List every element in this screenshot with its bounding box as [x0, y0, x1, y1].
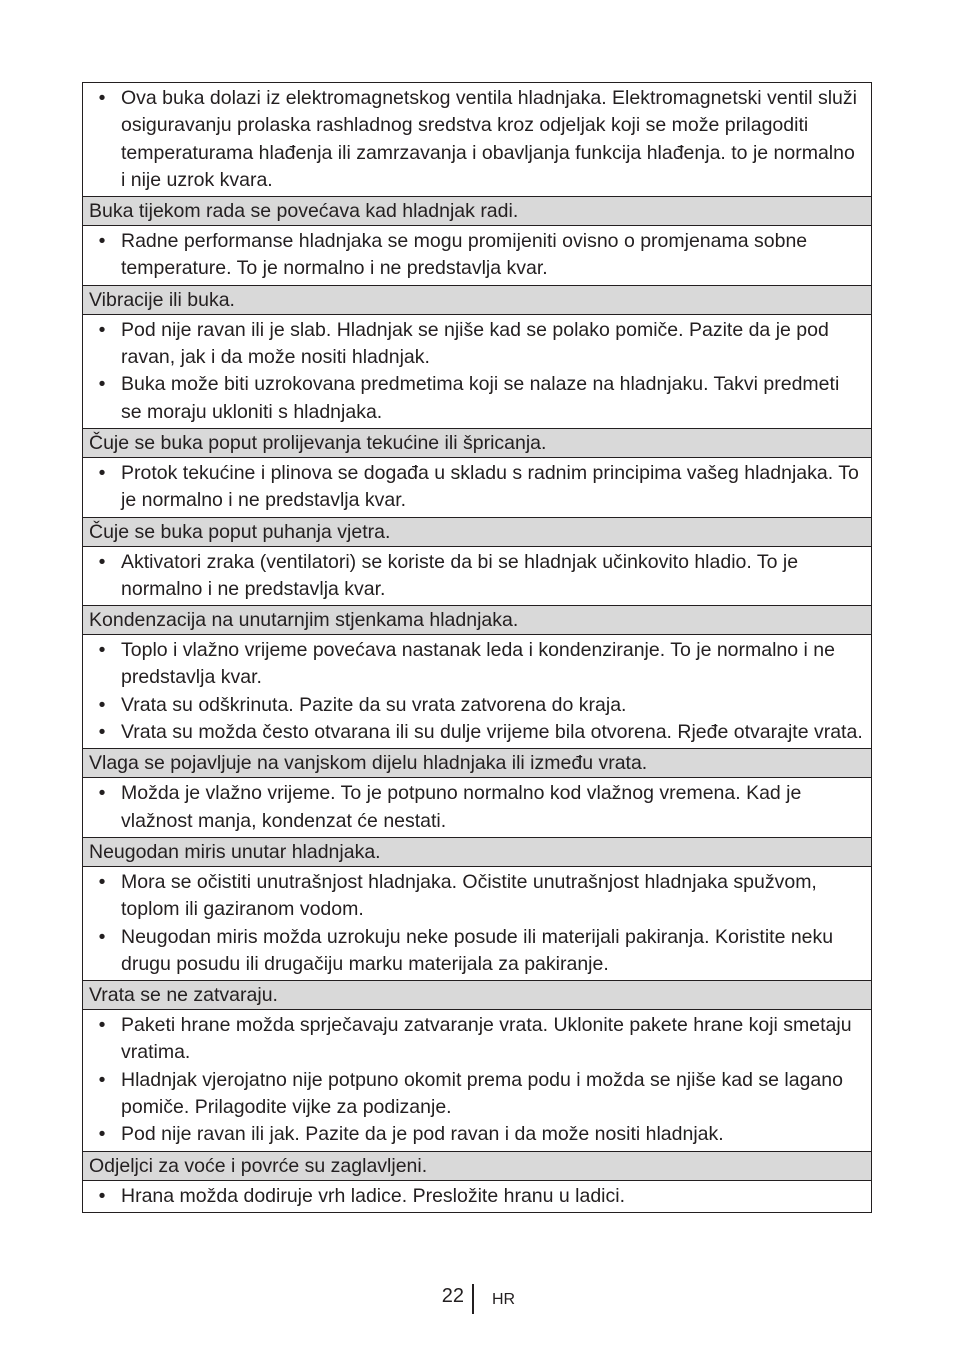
page-footer [0, 1282, 954, 1316]
list-item-text: Hladnjak vjerojatno nije potpuno okomit prema podu i možda se njiše kad se lagano pomiče. Prilagodite vijke za podizanje. [121, 1068, 843, 1119]
solution-block [83, 315, 871, 428]
list-item [83, 637, 863, 692]
solution-block [83, 867, 871, 980]
list-item-text: Aktivatori zraka (ventilatori) se koriste da bi se hladnjak učinkovito hladio. To je normalno i ne predstavlja kvar. [121, 550, 799, 600]
solution-block [83, 547, 871, 606]
list-item [83, 719, 863, 746]
solution-block [83, 1010, 871, 1150]
list-item [83, 780, 863, 835]
bullet-icon: • [98, 230, 106, 253]
list-item-text: Hrana možda dodiruje vrh ladice. Presložite hranu u ladici. [121, 1184, 626, 1207]
bullet-icon: • [98, 782, 106, 805]
bullet-icon: • [98, 1123, 106, 1146]
solution-block [83, 635, 871, 748]
page-number: 22 [441, 1285, 464, 1307]
problem-header: Buka tijekom rada se povećava kad hladnjak radi. [83, 196, 871, 226]
list-item-text: Paketi hrane možda sprječavaju zatvaranje vrata. Uklonite pakete hrane koji smetaju vratima. [121, 1014, 852, 1064]
list-item-text: Vrata su možda često otvarana ili su dulje vrijeme bila otvorena. Rjeđe otvarajte vrata. [121, 721, 863, 744]
list-item-text: Protok tekućine i plinova se događa u skladu s radnim principima vašeg hladnjaka. To je normalno i ne predstavlja kvar. [121, 461, 859, 512]
language-code: HR [492, 1291, 516, 1308]
list-item [83, 85, 863, 194]
problem-header: Vibracije ili buka. [83, 285, 871, 315]
problem-header: Odjeljci za voće i povrće su zaglavljeni. [83, 1151, 871, 1181]
list-item [83, 317, 863, 372]
list-item-text: Buka može biti uzrokovana predmetima koji se nalaze na hladnjaku. Takvi predmeti se moraju ukloniti s hladnjaka. [121, 373, 840, 423]
bullet-icon: • [98, 461, 106, 484]
bullet-icon: • [98, 87, 106, 109]
bullet-icon: • [98, 373, 106, 396]
solution-block [83, 226, 871, 285]
problem-header: Vlaga se pojavljuje na vanjskom dijelu hladnjaka ili između vrata. [83, 748, 871, 778]
bullet-icon: • [98, 1014, 106, 1037]
list-item-text: Možda je vlažno vrijeme. To je potpuno normalno kod vlažnog vremena. Kad je vlažnost manja, kondenzat će nestati. [121, 782, 802, 832]
list-item [83, 869, 863, 924]
problem-header: Kondenzacija na unutarnjim stjenkama hladnjaka. [83, 605, 871, 635]
list-item-text: Vrata su odškrinuta. Pazite da su vrata zatvorena do kraja. [121, 693, 627, 716]
problem-header: Vrata se ne zatvaraju. [83, 980, 871, 1010]
list-item [83, 549, 863, 604]
list-item [83, 692, 863, 719]
bullet-icon: • [98, 639, 106, 662]
list-item-text: Ova buka dolazi iz elektromagnetskog ventila hladnjaka. Elektromagnetski ventil služi osiguravanju prolaska rashladnog sredstva kroz odjeljak koji se može prilagoditi temperaturama hlađenja ili zamrzavanja i obavljanja funkcija hlađenja. to je normalno i nije uzrok kvara. [121, 87, 857, 191]
list-item [83, 1121, 863, 1148]
list-item-text: Pod nije ravan ili je slab. Hladnjak se njiše kad se polako pomiče. Pazite da je pod ravan, jak i da može nositi hladnjak. [121, 318, 829, 369]
list-item [83, 1183, 863, 1210]
bullet-icon: • [98, 693, 106, 716]
bullet-icon: • [98, 1184, 106, 1207]
list-item-text: Pod nije ravan ili jak. Pazite da je pod ravan i da može nositi hladnjak. [121, 1123, 724, 1146]
problem-header: Neugodan miris unutar hladnjaka. [83, 837, 871, 867]
bullet-icon: • [98, 1068, 106, 1091]
bullet-icon: • [98, 550, 106, 573]
list-item [83, 924, 863, 979]
list-item [83, 1012, 863, 1067]
bullet-icon: • [98, 721, 106, 744]
list-item-text: Neugodan miris možda uzrokuju neke posude ili materijali pakiranja. Koristite neku drugu posudu ili drugačiju marku materijala za pakiranje. [121, 925, 834, 975]
list-item-text: Toplo i vlažno vrijeme povećava nastanak leda i kondenziranje. To je normalno i ne predstavlja kvar. [121, 639, 835, 689]
solution-block [83, 458, 871, 517]
bullet-icon: • [98, 925, 106, 948]
list-item [83, 228, 863, 283]
list-item [83, 1067, 863, 1122]
solution-block [83, 778, 871, 837]
solution-block [83, 1181, 871, 1212]
bullet-icon: • [98, 318, 106, 341]
footer-divider [472, 1284, 474, 1314]
list-item-text: Mora se očistiti unutrašnjost hladnjaka. Očistite unutrašnjost hladnjaka spužvom, toplom ili gaziranom vodom. [121, 870, 817, 921]
bullet-icon: • [98, 870, 106, 893]
list-item [83, 460, 863, 515]
troubleshooting-table [82, 82, 872, 1213]
problem-header: Čuje se buka poput prolijevanja tekućine ili špricanja. [83, 428, 871, 458]
list-item [83, 371, 863, 426]
problem-header: Čuje se buka poput puhanja vjetra. [83, 517, 871, 547]
list-item-text: Radne performanse hladnjaka se mogu promijeniti ovisno o promjenama sobne temperature. To je normalno i ne predstavlja kvar. [121, 230, 808, 280]
solution-block [83, 83, 871, 196]
